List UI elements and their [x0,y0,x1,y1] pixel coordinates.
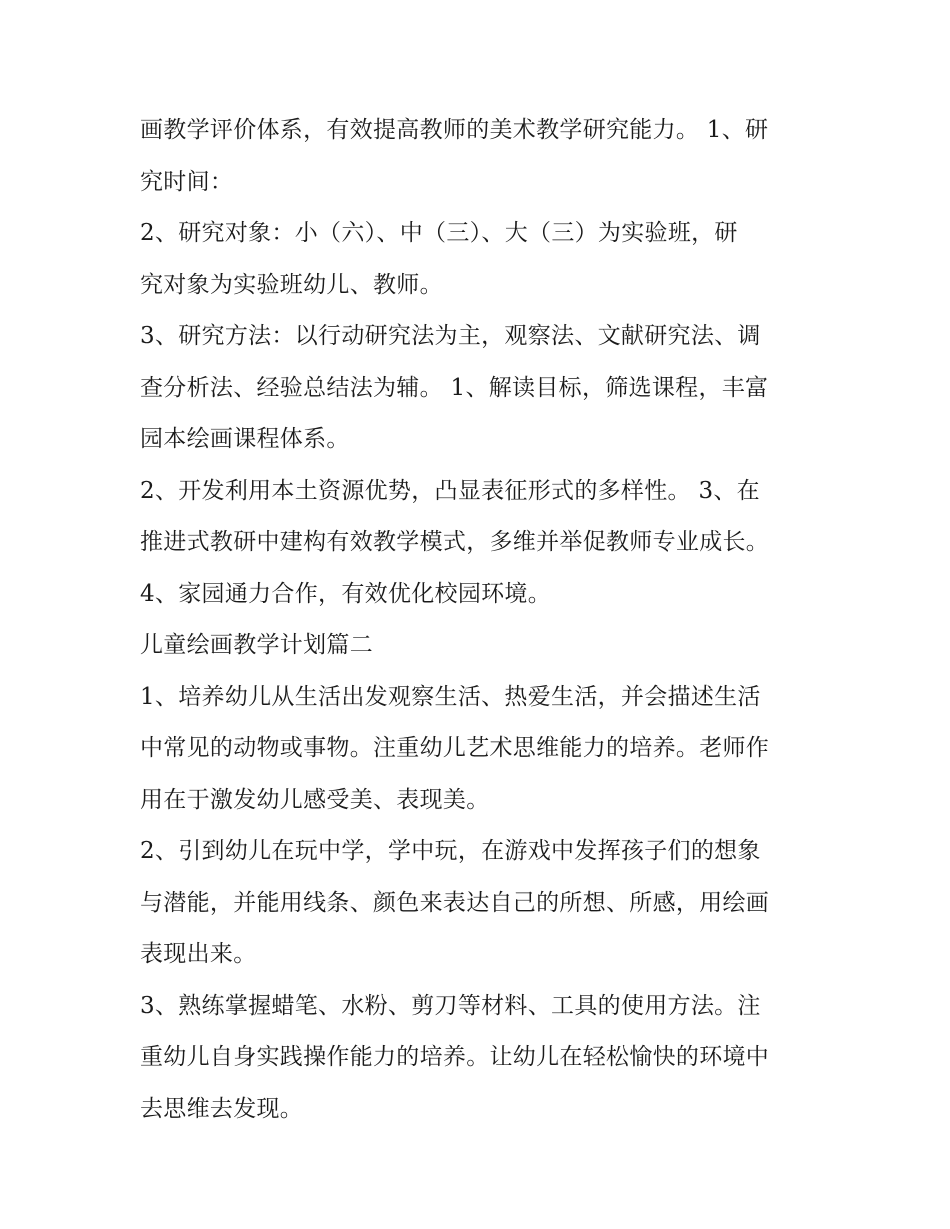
text-line: 用在于激发幼儿感受美、表现美。 [140,786,490,813]
text-line: 表现出来。 [140,941,257,967]
text-line: 究对象为实验班幼儿、教师。 [140,271,443,298]
text-line: 2、引到幼儿在玩中学，学中玩，在游戏中发挥孩子们的想象 [140,838,761,864]
text-line: 4、家园通力合作，有效优化校园环境。 [140,580,552,607]
text-line: 究时间： [140,168,234,195]
paragraph-goal-play-learn [140,826,820,981]
text-line: 2、研究对象：小（六）、中（三）、大（三）为实验班，研 [140,220,738,246]
text-line: 去思维去发现。 [140,1095,304,1122]
text-line: 2、开发利用本土资源优势，凸显表征形式的多样性。 3、在 [140,477,760,504]
text-line: 园本绘画课程体系。 [140,426,350,452]
text-line: 推进式教研中建构有效教学模式，多维并举促教师专业成长。 [140,529,770,555]
text-line: 重幼儿自身实践操作能力的培养。让幼儿在轻松愉快的环境中 [140,1044,770,1070]
section-heading [140,620,820,672]
paragraph-research-methods [140,311,820,466]
text-line: 画教学评价体系，有效提高教师的美术教学研究能力。 1、研 [140,117,769,143]
text-line: 3、熟练掌握蜡笔、水粉、剪刀等材料、工具的使用方法。注 [140,992,761,1019]
text-line: 3、研究方法：以行动研究法为主，观察法、文献研究法、调 [140,323,761,349]
text-line: 中常见的动物或事物。注重幼儿艺术思维能力的培养。老师作 [140,735,770,761]
text-line: 查分析法、经验总结法为辅。 1、解读目标，筛选课程，丰富 [140,374,769,401]
paragraph-goal-observe-life [140,672,820,827]
paragraph-local-resources [140,466,820,569]
paragraph-home-school [140,569,820,621]
text-line: 与潜能，并能用线条、颜色来表达自己的所想、所感，用绘画 [140,889,770,916]
paragraph-evaluation-system [140,105,820,208]
paragraph-research-subjects [140,208,820,311]
paragraph-goal-tools [140,981,820,1136]
text-line: 1、培养幼儿从生活出发观察生活、热爱生活，并会描述生活 [140,683,761,710]
document-body [140,105,820,1135]
heading-line: 儿童绘画教学计划篇二 [140,632,373,658]
